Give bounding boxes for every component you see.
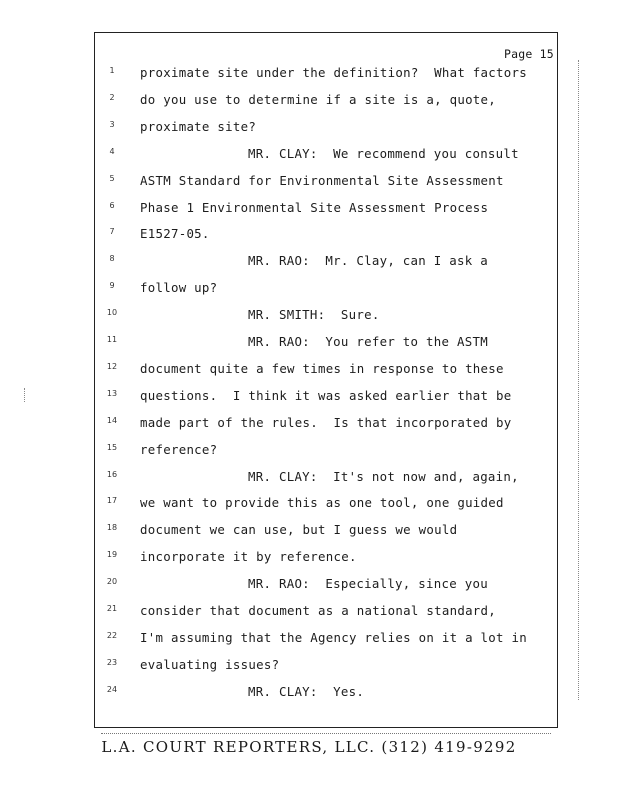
line-number: 13 <box>106 388 118 398</box>
line-text: MR. CLAY: We recommend you consult <box>248 145 519 161</box>
line-text: MR. RAO: Mr. Clay, can I ask a <box>248 253 488 269</box>
transcript-line <box>0 60 618 87</box>
transcript-line <box>0 464 618 491</box>
transcript-line <box>0 329 618 356</box>
line-text: proximate site under the definition? What factors <box>140 65 527 80</box>
line-number: 3 <box>109 119 115 129</box>
line-text: do you use to determine if a site is a, quote, <box>140 91 497 107</box>
transcript-line <box>0 168 618 195</box>
line-number: 6 <box>109 200 115 210</box>
transcript-line <box>0 302 618 329</box>
line-text: consider that document as a national standard, <box>140 603 497 618</box>
line-number: 15 <box>106 442 118 452</box>
line-number: 17 <box>106 496 118 506</box>
line-text: MR. RAO: You refer to the ASTM <box>248 334 488 349</box>
line-text: document we can use, but I guess we would <box>140 522 458 538</box>
line-number: 21 <box>106 604 118 613</box>
transcript-line <box>0 141 618 168</box>
transcript-line <box>0 679 618 706</box>
line-text: MR. CLAY: Yes. <box>248 683 365 699</box>
line-text: reference? <box>140 441 218 457</box>
line-number: 8 <box>109 254 115 264</box>
transcript-line <box>0 383 618 410</box>
line-text: ASTM Standard for Environmental Site Assessment <box>140 172 504 188</box>
transcript-line <box>0 517 618 544</box>
line-text: I'm assuming that the Agency relies on it a lot in <box>140 629 527 645</box>
line-number: 22 <box>106 630 118 640</box>
line-text: MR. CLAY: It's not now and, again, <box>248 468 519 484</box>
line-number: 20 <box>106 577 118 587</box>
page-number: Page 15 <box>504 47 554 61</box>
line-text: we want to provide this as one tool, one guided <box>140 495 504 511</box>
line-number: 2 <box>109 92 115 102</box>
line-text: incorporate it by reference. <box>140 549 357 565</box>
transcript-line <box>0 544 618 571</box>
line-number: 7 <box>109 227 115 237</box>
line-text: made part of the rules. Is that incorporated by <box>140 414 512 430</box>
line-text: follow up? <box>140 280 218 296</box>
transcript-line <box>0 652 618 679</box>
line-number: 4 <box>109 146 115 156</box>
line-text: MR. RAO: Especially, since you <box>248 576 488 592</box>
line-number: 5 <box>109 173 115 183</box>
line-number: 19 <box>106 550 118 560</box>
line-number: 23 <box>106 657 118 667</box>
line-text: proximate site? <box>140 118 257 134</box>
line-number: 12 <box>106 361 118 371</box>
transcript-line <box>0 598 618 625</box>
line-text: MR. SMITH: Sure. <box>248 307 380 323</box>
line-number: 16 <box>106 469 118 479</box>
transcript-line <box>0 275 618 302</box>
transcript-line <box>0 437 618 464</box>
transcript-line <box>0 625 618 652</box>
transcript-line <box>0 114 618 141</box>
transcript-line <box>0 490 618 517</box>
transcript-line <box>0 195 618 222</box>
line-number: 10 <box>106 308 118 318</box>
line-number: 18 <box>106 523 118 533</box>
line-text: evaluating issues? <box>140 656 280 672</box>
line-text: questions. I think it was asked earlier that be <box>140 387 512 403</box>
court-reporter-footer: L.A. COURT REPORTERS, LLC. (312) 419-9292 <box>101 738 517 756</box>
line-text: E1527-05. <box>140 226 210 242</box>
line-number: 9 <box>109 281 115 291</box>
line-text: Phase 1 Environmental Site Assessment Process <box>140 199 489 215</box>
line-number: 24 <box>106 684 118 694</box>
transcript-line <box>0 221 618 248</box>
transcript-line <box>0 356 618 383</box>
line-number: 1 <box>109 66 115 75</box>
line-text: document quite a few times in response to these <box>140 360 504 376</box>
line-number: 14 <box>106 415 118 425</box>
transcript-line <box>0 571 618 598</box>
transcript-line <box>0 410 618 437</box>
transcript-line <box>0 248 618 275</box>
line-number: 11 <box>106 335 118 344</box>
transcript-line <box>0 87 618 114</box>
